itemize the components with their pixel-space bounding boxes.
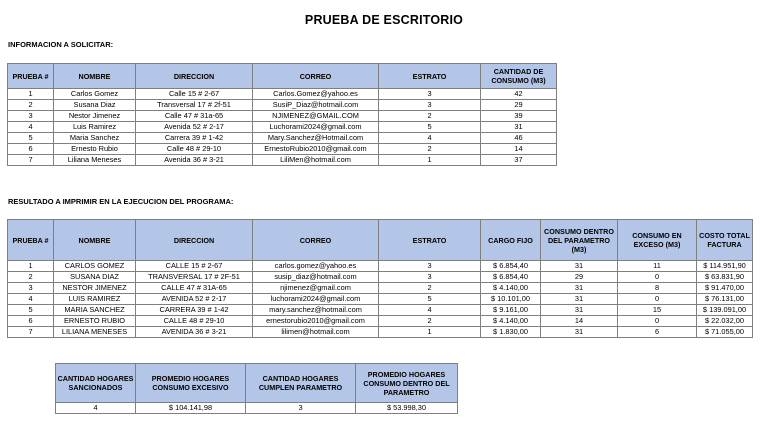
table-cell: carlos.gomez@yahoo.es: [253, 261, 379, 272]
input-table-body: [8, 89, 557, 166]
table-cell: 0: [618, 294, 697, 305]
table-cell: LILIANA MENESES: [54, 327, 136, 338]
column-header: CANTIDAD DE CONSUMO (M3): [481, 64, 557, 89]
table-cell: CARLOS GOMEZ: [54, 261, 136, 272]
table-cell: SusiP_Diaz@hotmail.com: [253, 100, 379, 111]
table-cell: mary.sanchez@hotmail.com: [253, 305, 379, 316]
table-cell: Carlos.Gomez@yahoo.es: [253, 89, 379, 100]
column-header: CONSUMO EN EXCESO (M3): [618, 220, 697, 261]
table-cell: Susana Diaz: [54, 100, 136, 111]
table-cell: 1: [379, 155, 481, 166]
table-cell: 0: [618, 272, 697, 283]
table-cell: $ 6.854,40: [481, 272, 541, 283]
column-header: CANTIDAD HOGARES CUMPLEN PARAMETRO: [246, 364, 356, 403]
table-row: [8, 133, 557, 144]
summary-value: $ 53.998,30: [356, 403, 458, 414]
table-cell: 5: [379, 294, 481, 305]
column-header: DIRECCION: [136, 220, 253, 261]
table-cell: Luchorami2024@gmail.com: [253, 122, 379, 133]
table-cell: njimenez@gmail.com: [253, 283, 379, 294]
table-cell: 2: [379, 316, 481, 327]
column-header: CONSUMO DENTRO DEL PARAMETRO (M3): [541, 220, 618, 261]
summary-table-header: [56, 364, 458, 403]
table-cell: $ 63.831,90: [697, 272, 753, 283]
column-header: CARGO FIJO: [481, 220, 541, 261]
table-cell: 5: [379, 122, 481, 133]
page-title: PRUEBA DE ESCRITORIO: [304, 13, 464, 27]
column-header: DIRECCION: [136, 64, 253, 89]
table-row: [8, 155, 557, 166]
table-cell: Liliana Meneses: [54, 155, 136, 166]
table-row: [8, 111, 557, 122]
table-cell: $ 9.161,00: [481, 305, 541, 316]
table-cell: CARRERA 39 # 1-42: [136, 305, 253, 316]
input-table: [7, 63, 557, 166]
table-cell: AVENIDA 36 # 3-21: [136, 327, 253, 338]
table-cell: 14: [481, 144, 557, 155]
table-cell: 11: [618, 261, 697, 272]
table-cell: 39: [481, 111, 557, 122]
output-table: [7, 219, 753, 338]
table-row: [8, 294, 753, 305]
summary-value: 4: [56, 403, 136, 414]
table-cell: 1: [8, 261, 54, 272]
table-cell: $ 114.951,90: [697, 261, 753, 272]
table-cell: Mary.Sanchez@Hotmail.com: [253, 133, 379, 144]
table-cell: 3: [8, 111, 54, 122]
table-cell: 3: [379, 89, 481, 100]
table-cell: Avenida 52 # 2-17: [136, 122, 253, 133]
table-cell: $ 139.091,00: [697, 305, 753, 316]
table-row: [8, 316, 753, 327]
table-cell: 42: [481, 89, 557, 100]
table-cell: Carlos Gomez: [54, 89, 136, 100]
column-header: PROMEDIO HOGARES CONSUMO DENTRO DEL PARAMETRO: [356, 364, 458, 403]
table-cell: 15: [618, 305, 697, 316]
table-cell: 4: [379, 305, 481, 316]
table-row: [8, 283, 753, 294]
table-cell: 0: [618, 316, 697, 327]
table-cell: susip_diaz@hotmail.com: [253, 272, 379, 283]
table-cell: 3: [379, 261, 481, 272]
table-cell: Calle 48 # 29-10: [136, 144, 253, 155]
table-cell: AVENIDA 52 # 2-17: [136, 294, 253, 305]
table-cell: 4: [8, 294, 54, 305]
column-header: NOMBRE: [54, 64, 136, 89]
table-cell: Luis Ramirez: [54, 122, 136, 133]
table-cell: 2: [379, 283, 481, 294]
input-section-label: INFORMACION A SOLICITAR:: [8, 40, 114, 49]
table-cell: $ 71.055,00: [697, 327, 753, 338]
table-cell: 46: [481, 133, 557, 144]
table-cell: 31: [541, 327, 618, 338]
table-cell: 31: [541, 305, 618, 316]
table-cell: $ 22.032,00: [697, 316, 753, 327]
column-header: PRUEBA #: [8, 64, 54, 89]
output-section-label: RESULTADO A IMPRIMIR EN LA EJECUCION DEL PROGRAMA:: [8, 197, 234, 206]
table-cell: 37: [481, 155, 557, 166]
table-cell: NESTOR JIMENEZ: [54, 283, 136, 294]
table-cell: $ 1.830,00: [481, 327, 541, 338]
table-cell: 5: [8, 133, 54, 144]
table-cell: CALLE 48 # 29-10: [136, 316, 253, 327]
table-cell: $ 76.131,00: [697, 294, 753, 305]
summary-table: [55, 363, 458, 414]
table-cell: $ 6.854,40: [481, 261, 541, 272]
column-header: CANTIDAD HOGARES SANCIONADOS: [56, 364, 136, 403]
table-cell: $ 91.470,00: [697, 283, 753, 294]
table-cell: 1: [8, 89, 54, 100]
table-cell: luchorami2024@gmail.com: [253, 294, 379, 305]
table-cell: 8: [618, 283, 697, 294]
table-cell: 4: [379, 133, 481, 144]
table-cell: 6: [8, 144, 54, 155]
table-cell: 5: [8, 305, 54, 316]
table-cell: Ernesto Rubio: [54, 144, 136, 155]
table-cell: 7: [8, 155, 54, 166]
table-cell: TRANSVERSAL 17 # 2F-51: [136, 272, 253, 283]
table-cell: 29: [541, 272, 618, 283]
column-header: COSTO TOTAL FACTURA: [697, 220, 753, 261]
table-cell: Calle 47 # 31a-65: [136, 111, 253, 122]
table-cell: MARIA SANCHEZ: [54, 305, 136, 316]
table-row: [8, 327, 753, 338]
output-table-header: [8, 220, 753, 261]
summary-table-values: [56, 403, 458, 414]
table-cell: $ 4.140,00: [481, 283, 541, 294]
table-cell: ERNESTO RUBIO: [54, 316, 136, 327]
summary-value: $ 104.141,98: [136, 403, 246, 414]
column-header: ESTRATO: [379, 64, 481, 89]
table-cell: CALLE 15 # 2-67: [136, 261, 253, 272]
table-cell: 7: [8, 327, 54, 338]
table-cell: 4: [8, 122, 54, 133]
table-cell: 2: [8, 100, 54, 111]
table-row: [8, 122, 557, 133]
table-cell: ErnestoRubio2010@gmail.com: [253, 144, 379, 155]
summary-value: 3: [246, 403, 356, 414]
table-cell: 6: [8, 316, 54, 327]
table-cell: 31: [541, 294, 618, 305]
table-cell: 3: [379, 272, 481, 283]
table-row: [8, 144, 557, 155]
table-cell: 1: [379, 327, 481, 338]
table-cell: LiliMen@hotmail.com: [253, 155, 379, 166]
table-cell: NJIMENEZ@GMAIL.COM: [253, 111, 379, 122]
column-header: CORREO: [253, 220, 379, 261]
table-cell: 31: [541, 261, 618, 272]
table-cell: 29: [481, 100, 557, 111]
table-cell: Transversal 17 # 2f-51: [136, 100, 253, 111]
table-cell: Nestor Jimenez: [54, 111, 136, 122]
table-cell: 6: [618, 327, 697, 338]
table-cell: SUSANA DIAZ: [54, 272, 136, 283]
table-cell: 3: [379, 100, 481, 111]
table-row: [8, 261, 753, 272]
table-cell: ernestorubio2010@gmail.com: [253, 316, 379, 327]
table-row: [8, 89, 557, 100]
table-cell: CALLE 47 # 31A-65: [136, 283, 253, 294]
table-cell: LUIS RAMIREZ: [54, 294, 136, 305]
table-cell: 31: [541, 283, 618, 294]
column-header: PRUEBA #: [8, 220, 54, 261]
table-cell: 2: [379, 144, 481, 155]
table-row: [8, 305, 753, 316]
table-cell: Avenida 36 # 3-21: [136, 155, 253, 166]
table-cell: 14: [541, 316, 618, 327]
table-cell: $ 10.101,00: [481, 294, 541, 305]
table-row: [8, 272, 753, 283]
column-header: ESTRATO: [379, 220, 481, 261]
table-cell: Calle 15 # 2-67: [136, 89, 253, 100]
column-header: NOMBRE: [54, 220, 136, 261]
output-table-body: [8, 261, 753, 338]
table-cell: lilimen@hotmail.com: [253, 327, 379, 338]
input-table-header: [8, 64, 557, 89]
table-cell: 2: [379, 111, 481, 122]
table-cell: 31: [481, 122, 557, 133]
column-header: PROMEDIO HOGARES CONSUMO EXCESIVO: [136, 364, 246, 403]
table-cell: 2: [8, 272, 54, 283]
column-header: CORREO: [253, 64, 379, 89]
table-cell: 3: [8, 283, 54, 294]
table-row: [8, 100, 557, 111]
table-cell: $ 4.140,00: [481, 316, 541, 327]
table-cell: Maria Sanchez: [54, 133, 136, 144]
table-cell: Carrera 39 # 1-42: [136, 133, 253, 144]
